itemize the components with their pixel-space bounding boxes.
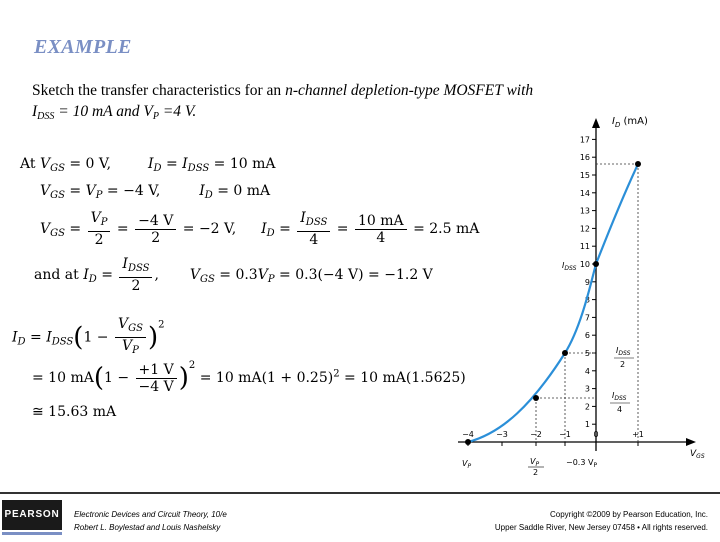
eq3-frac3-den: 4	[309, 232, 319, 248]
y-tick-label: 2	[584, 402, 590, 412]
x-tick-label: −3	[496, 430, 508, 439]
eq4-frac-den: 2	[131, 278, 141, 294]
eq3-frac-den: 2	[94, 232, 104, 248]
eq2-vgs: V	[40, 183, 51, 199]
x-tick-label: +1	[632, 430, 644, 439]
eq3-frac4-num: 10 mA	[355, 213, 407, 230]
point-quarter	[533, 395, 539, 401]
eq3-frac2-den: 2	[151, 229, 161, 246]
eq3-id-sub: D	[266, 228, 275, 239]
eq-idss-sub: DSS	[187, 163, 210, 174]
eq-line-1	[20, 156, 276, 174]
eq2-id-val: = 0 mA	[212, 183, 271, 199]
y-tick-label: 8	[584, 295, 590, 305]
vp2-num: $V_P$	[530, 457, 540, 468]
eq-idss: I	[182, 156, 188, 172]
eq3-res: = −2 V,	[178, 221, 237, 237]
eq-idss-val: = 10 mA	[209, 156, 276, 172]
problem-end: =4 V.	[158, 103, 197, 120]
y-tick-label: 6	[584, 331, 590, 341]
eq4-id-sub: D	[88, 274, 97, 285]
eq-vgs-val: = 0 V,	[64, 156, 112, 172]
book-authors: Robert L. Boylestad and Louis Nashelsky	[74, 523, 221, 532]
x-tick-label: −1	[559, 430, 571, 439]
eq2-vp-val: = −4 V,	[102, 183, 161, 199]
slide-title: EXAMPLE	[34, 36, 132, 58]
y-tick-label: 12	[579, 224, 590, 234]
eq-line-4: and at $I_D$ = $\frac{I_{DSS}}{2}$ , $V_{GS} = 0.3V_P = 0.3(-4$ V) = −1.2 V	[34, 256, 433, 294]
eq2-eq: =	[64, 183, 86, 199]
eq2-vp-sub: P	[95, 190, 103, 201]
eq3-id: I	[261, 221, 267, 237]
vp-label: $V_P$	[462, 459, 472, 470]
logo-accent	[2, 532, 62, 535]
y-tick-label: 15	[579, 171, 590, 180]
y-ticks	[580, 135, 596, 429]
point-half	[562, 350, 568, 356]
eq-line-6: = 10 mA(1 − $\frac{+1 V}{-4 V}$ )$^2$ = 10 $mA(1 + 0.25)^2 = 10$ mA(1.5625)	[32, 360, 466, 395]
eq5-frac-den-sub: P	[132, 345, 139, 356]
eq6-frac-num: +1 V	[136, 362, 177, 379]
eq6-exp2: 2	[333, 368, 340, 380]
eq6-frac-den: −4 V	[138, 378, 174, 395]
eq6-rest2: = 10 mA(1.5625)	[339, 370, 466, 386]
eq2-id-sub: D	[204, 190, 213, 201]
y-tick-label: 4	[584, 366, 590, 376]
eq3-res2: = 2.5 mA	[408, 221, 480, 237]
eq6-frac	[136, 362, 177, 395]
y-tick-label: 1	[584, 420, 590, 430]
eq5-frac-den: V	[122, 338, 133, 354]
vp03-label: −0.3 $V_P$	[566, 458, 598, 469]
eq-at: At	[20, 156, 36, 172]
eq3-frac-10ma	[355, 213, 407, 246]
eq4-vgs-sub: GS	[199, 274, 215, 285]
y-tick-label: 7	[584, 313, 590, 323]
eq5-idss: I	[46, 329, 52, 346]
eq5-id-sub: D	[17, 336, 26, 348]
eq4-vgs: V	[189, 267, 200, 283]
idss-label: $I_{DSS}$	[562, 261, 577, 272]
eq3-frac-num: V	[90, 210, 101, 226]
address-line: Upper Saddle River, New Jersey 07458 • All rights reserved.	[494, 523, 708, 532]
point-vp	[465, 439, 471, 445]
eq-line-7: ≅ 15.63 mA	[32, 404, 117, 420]
y-tick-label: 13	[579, 206, 590, 216]
idss-sub: DSS	[37, 111, 55, 122]
copyright-line: Copyright ©2009 by Pearson Education, Inc.	[550, 510, 708, 519]
problem-text-a: Sketch the transfer characteristics for an	[32, 82, 286, 99]
problem-mid: = 10 mA and V	[54, 103, 153, 120]
eq5-exp: 2	[158, 319, 165, 331]
half-label: $I_{DSS}$	[616, 346, 631, 357]
eq3-frac-vp	[88, 210, 111, 248]
eq5-frac-num-sub: GS	[128, 323, 143, 334]
footer-book	[74, 508, 227, 534]
eq3-frac-val	[135, 213, 176, 246]
eq-id-eq: =	[161, 156, 183, 172]
footer-copyright	[495, 508, 708, 534]
eq4-rest2: = 0.3(−4 V) = −1.2 V	[274, 267, 433, 283]
eq-line-2	[40, 183, 270, 201]
x-axis-label: $V_{GS}$	[690, 449, 705, 460]
eq-id-sub: D	[153, 163, 162, 174]
eq6-prefix: = 10 mA	[32, 370, 94, 386]
eq4-vp-sub: P	[267, 274, 275, 285]
half-den: 2	[620, 360, 626, 369]
eq4-frac-num: I	[122, 256, 128, 272]
eq5-idss-sub: DSS	[51, 336, 74, 348]
quarter-den: 4	[617, 405, 623, 414]
eq-line-3: $V_{GS}$ = $\frac{V_P}{2}$ = $\frac{-4 V}{2}$ = −2 V, $I_D$ = $\frac{I_{DSS}}{4}$ = $\frac{10 mA}{4}$ = 2.5 mA	[40, 210, 480, 248]
eq-vgs: V	[39, 156, 51, 172]
eq3-frac3-num: I	[300, 210, 306, 226]
eq2-vgs-sub: GS	[50, 190, 65, 201]
point-idss	[593, 261, 599, 267]
problem-line-1	[32, 80, 632, 101]
y-tick-label: 11	[579, 242, 590, 252]
eq5-one: 1 −	[83, 329, 109, 346]
x-axis-arrow	[686, 438, 696, 446]
vp2-den: 2	[533, 468, 539, 477]
pearson-logo: PEARSON	[2, 500, 62, 530]
eq6-one: 1 −	[104, 370, 130, 386]
eq3-vgs: V	[40, 221, 51, 237]
idss-symbol: I	[32, 103, 38, 120]
transfer-curve	[468, 164, 638, 442]
eq-line-5: $I_D = I_{DSS}(1$ − $\frac{V_{GS}}{V_P}$ )$^2$	[12, 316, 164, 359]
eq3-vgs-sub: GS	[50, 228, 65, 239]
x-tick-label: 0	[593, 430, 599, 439]
quarter-label: $I_{DSS}$	[612, 391, 627, 402]
eq-vgs-sub: GS	[50, 163, 65, 174]
y-tick-label: 3	[584, 384, 590, 394]
y-tick-label: 17	[579, 135, 590, 145]
eq6-rest: = 10 mA(1 + 0.25)	[195, 370, 334, 386]
eq4-frac-num-sub: DSS	[127, 263, 150, 274]
transfer-characteristic-graph	[452, 108, 714, 478]
y-axis-label: $I_D$ (mA)	[612, 116, 648, 129]
eq5-frac-num: V	[117, 316, 129, 332]
y-tick-label: 14	[579, 188, 590, 198]
y-tick-label: 5	[584, 349, 590, 358]
x-tick-label: −2	[530, 430, 542, 439]
point-plus1	[635, 161, 641, 167]
eq4-rest: = 0.3	[219, 267, 258, 283]
eq3-frac2-num: −4 V	[135, 213, 176, 230]
eq6-exp: 2	[188, 360, 196, 371]
eq2-id: I	[199, 183, 205, 199]
eq4-frac	[119, 256, 152, 294]
eq4-vp: V	[257, 267, 268, 283]
eq3-frac4-den: 4	[376, 229, 386, 246]
vp-sub: P	[152, 111, 159, 122]
x-tick-label: −4	[462, 430, 474, 439]
y-tick-label: 16	[579, 153, 590, 163]
eq2-vp: V	[85, 183, 96, 199]
eq3-frac-idss	[297, 210, 330, 248]
eq3-frac3-num-sub: DSS	[305, 217, 328, 228]
y-tick-label: 9	[584, 277, 590, 287]
problem-text-b: n-channel depletion-type MOSFET with	[285, 82, 534, 99]
eq-id: I	[147, 156, 154, 172]
eq4-id: I	[83, 267, 89, 283]
eq4-prefix: and at	[34, 267, 84, 283]
eq5-frac	[115, 316, 146, 359]
y-axis-arrow	[592, 118, 600, 128]
eq5-id: I	[12, 329, 18, 346]
book-title: Electronic Devices and Circuit Theory, 10/e	[74, 510, 227, 519]
y-tick-label: 10	[579, 260, 590, 269]
eq3-frac-num-sub: P	[100, 217, 108, 228]
